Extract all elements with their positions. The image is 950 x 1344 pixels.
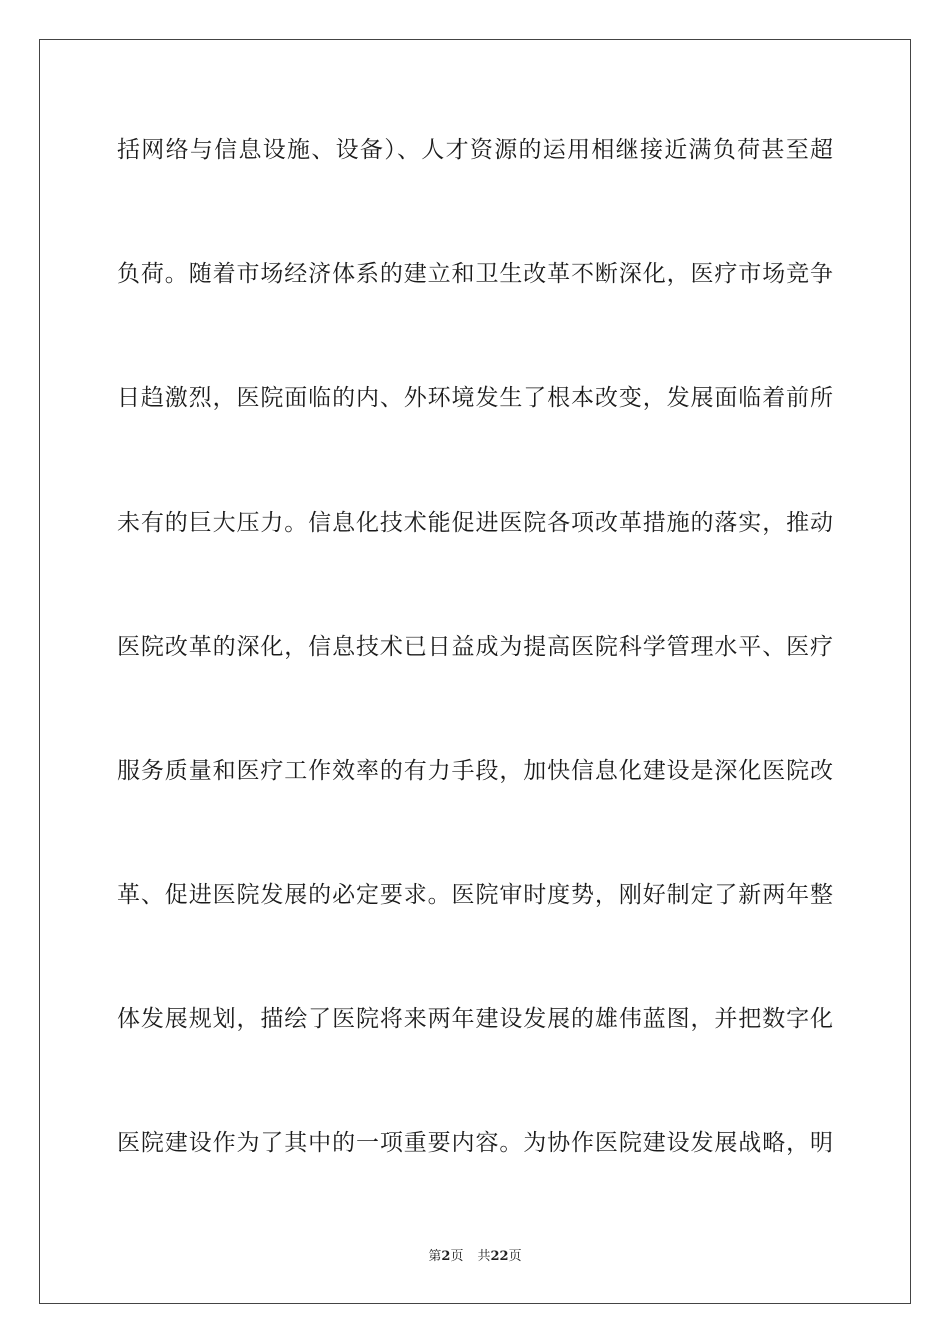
body-text-line-1: 括网络与信息设施、设备）、人才资源的运用相继接近满负荷甚至超	[117, 137, 833, 163]
footer-total-number: 22	[490, 1249, 509, 1264]
page-border	[39, 39, 911, 1304]
body-text-line-3: 日趋激烈，医院面临的内、外环境发生了根本改变，发展面临着前所	[117, 385, 833, 411]
footer-page-prefix: 第	[428, 1249, 442, 1264]
body-text-line-7: 革、促进医院发展的必定要求。医院审时度势，刚好制定了新两年整	[117, 882, 833, 908]
body-text-line-8: 体发展规划，描绘了医院将来两年建设发展的雄伟蓝图，并把数字化	[117, 1006, 833, 1032]
body-text-line-2: 负荷。随着市场经济体系的建立和卫生改革不断深化，医疗市场竞争	[117, 261, 833, 287]
footer-page-number: 2	[441, 1249, 451, 1264]
body-text-line-4: 未有的巨大压力。信息化技术能促进医院各项改革措施的落实，推动	[117, 510, 833, 536]
footer-total-suffix: 页	[508, 1249, 522, 1264]
body-text-line-9: 医院建设作为了其中的一项重要内容。为协作医院建设发展战略，明	[117, 1130, 833, 1156]
footer-page-suffix: 页	[450, 1249, 464, 1264]
body-text-line-6: 服务质量和医疗工作效率的有力手段，加快信息化建设是深化医院改	[117, 758, 833, 784]
body-text-line-5: 医院改革的深化，信息技术已日益成为提高医院科学管理水平、医疗	[117, 634, 833, 660]
footer-total-prefix: 共	[477, 1249, 491, 1264]
page-footer	[0, 1248, 950, 1266]
